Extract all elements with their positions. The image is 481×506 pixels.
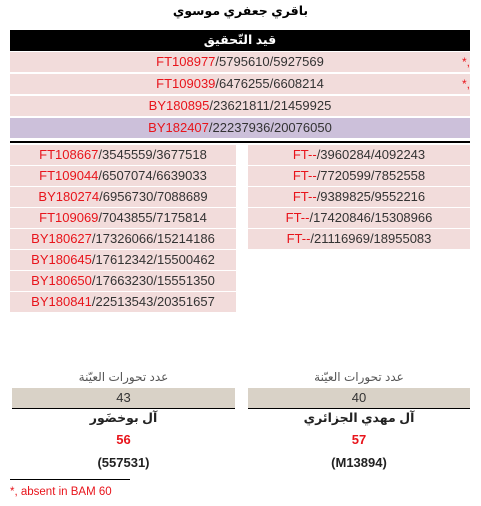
absent-marker: *, — [462, 77, 471, 91]
footnote: *, absent in BAM 60 — [10, 486, 112, 498]
left-kit-id: (557531) — [97, 455, 150, 470]
snp-positions: /17663230/15551350 — [91, 273, 215, 288]
snp-code: BY180645 — [31, 252, 92, 267]
footnote-rule — [10, 479, 130, 480]
snp-positions: /6476255/6608214 — [215, 76, 324, 91]
snp-code: BY180895 — [148, 98, 210, 113]
right-snp-row — [248, 145, 470, 165]
right-snp-row — [248, 229, 470, 249]
snp-positions: /6956730/7088689 — [99, 189, 208, 204]
left-sample-count-label: عدد تحورات العيّنة — [78, 370, 169, 384]
snp-positions: /7043855/7175814 — [98, 210, 207, 225]
snp-positions: /5795610/5927569 — [215, 54, 324, 69]
snp-positions: /22513543/20351657 — [91, 294, 215, 309]
investigation-row — [10, 74, 470, 94]
snp-code: FT-- — [292, 189, 317, 204]
page-title: باقري جعفري موسوي — [172, 4, 309, 18]
right-family-name: آل مهدي الجزائري — [303, 411, 415, 425]
investigation-row — [10, 52, 470, 72]
under-investigation-header: قيد التّحقيق — [10, 30, 470, 51]
snp-code: FT-- — [285, 210, 310, 225]
right-sample-count-label: عدد تحورات العيّنة — [314, 370, 404, 384]
right-family-number: 57 — [351, 432, 367, 447]
snp-positions: /17420846/15308966 — [309, 210, 433, 225]
absent-marker: *, — [462, 55, 471, 69]
snp-positions: /22237936/20076050 — [208, 120, 332, 135]
left-snp-row — [10, 271, 236, 291]
snp-code: FT108667 — [39, 147, 99, 162]
left-snp-row — [10, 250, 236, 270]
right-snp-row — [248, 187, 470, 207]
snp-positions: /21116969/18955083 — [310, 231, 432, 246]
left-snp-row — [10, 187, 236, 207]
snp-code: BY180627 — [31, 231, 92, 246]
right-sample-count: 40 — [248, 388, 470, 408]
investigation-row — [10, 118, 470, 138]
block-separator — [10, 141, 470, 143]
right-snp-row — [248, 208, 470, 228]
snp-code: BY180841 — [31, 294, 92, 309]
left-snp-row — [10, 166, 236, 186]
snp-positions: /7720599/7852558 — [316, 168, 426, 183]
left-snp-row — [10, 145, 236, 165]
snp-code: FT108977 — [156, 54, 216, 69]
left-snp-row — [10, 229, 236, 249]
right-kit-id: (M13894) — [331, 455, 387, 470]
snp-positions: /6507074/6639033 — [98, 168, 207, 183]
left-snp-row — [10, 208, 236, 228]
left-snp-row — [10, 292, 236, 312]
investigation-row — [10, 96, 470, 116]
snp-code: BY180650 — [31, 273, 92, 288]
snp-positions: /3545559/3677518 — [98, 147, 207, 162]
snp-code: BY182407 — [148, 120, 209, 135]
snp-code: FT-- — [286, 231, 311, 246]
left-family-name: آل بوخضَور — [89, 411, 158, 425]
snp-code: FT109044 — [39, 168, 99, 183]
snp-positions: /3960284/4092243 — [316, 147, 426, 162]
snp-positions: /17612342/15500462 — [91, 252, 215, 267]
right-snp-row — [248, 166, 470, 186]
snp-positions: /9389825/9552216 — [316, 189, 426, 204]
snp-positions: /23621811/21459925 — [209, 98, 332, 113]
snp-code: BY180274 — [38, 189, 100, 204]
snp-code: FT-- — [292, 147, 317, 162]
snp-code: FT109039 — [156, 76, 216, 91]
snp-positions: /17326066/15214186 — [91, 231, 215, 246]
snp-code: FT109069 — [39, 210, 99, 225]
left-sample-count: 43 — [12, 388, 235, 408]
left-family-number: 56 — [116, 432, 131, 447]
snp-code: FT-- — [292, 168, 317, 183]
